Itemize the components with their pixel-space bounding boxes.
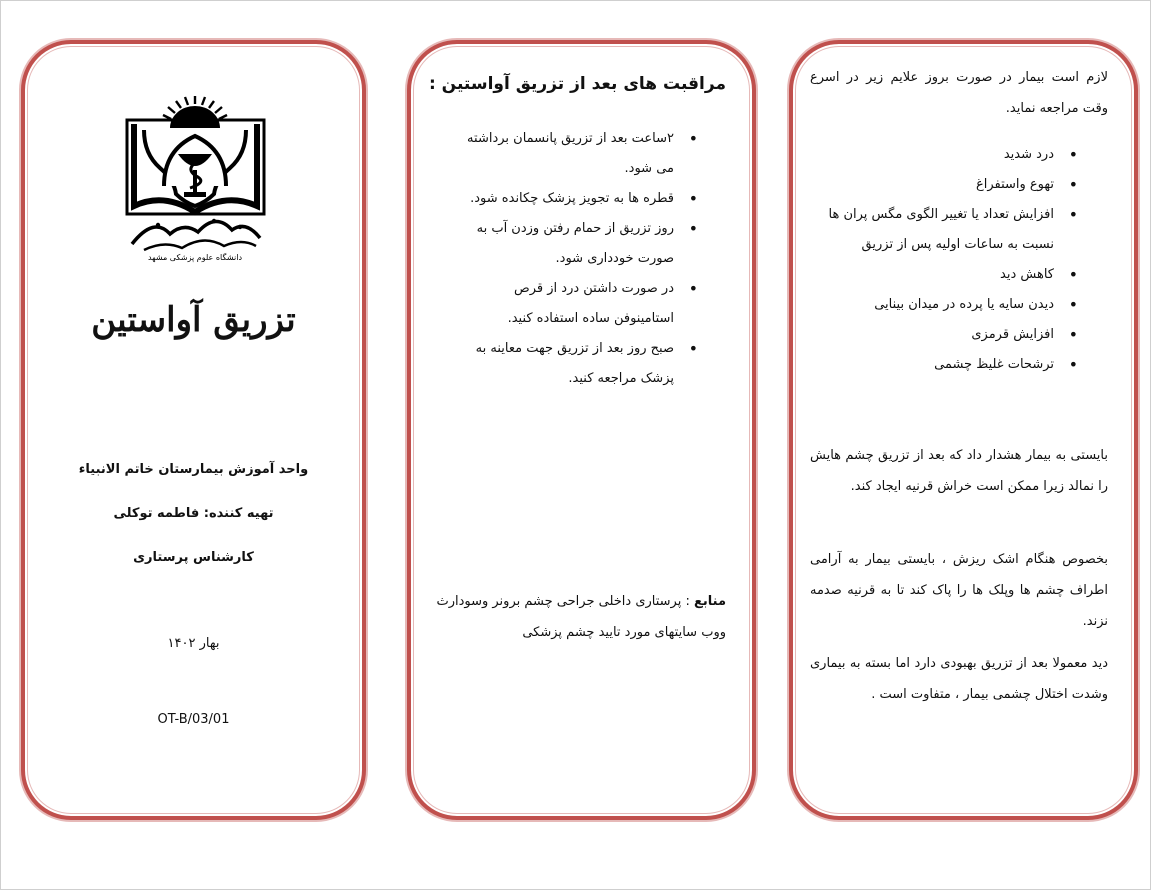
care-item: • روز تزریق از حمام رفتن وزدن آب به صورت خودداری شود. [452,214,702,274]
symptom-item: • ترشحات غلیظ چشمی [812,350,1082,380]
care-item: • قطره ها به تجویز پزشک چکانده شود. [452,184,702,214]
university-logo-icon [124,94,267,264]
cover-panel [21,40,366,820]
symptom-list [812,140,1082,380]
sources-paragraph [426,586,726,648]
symptom-item: • دیدن سایه یا پرده در میدان بینایی [812,290,1082,320]
care-list [452,124,702,394]
care-item: • صبح روز بعد از تزریق جهت معاینه به پزشک مراجعه کنید. [452,334,702,394]
unit-name: واحد آموزش بیمارستان خاتم الانبیاء [78,462,309,477]
author-role: کارشناس پرستاری [133,550,254,565]
care-item: • ۲ساعت بعد از تزریق پانسمان برداشته می شود. [452,124,702,184]
brochure-title: تزریق آواستین [91,300,296,340]
symptom-item: • افزایش قرمزی [812,320,1082,350]
publish-date: بهار ۱۴۰۲ [167,636,220,651]
care-item: • در صورت داشتن درد از قرص استامینوفن ساده استفاده کنید. [452,274,702,334]
sources-text: : پرستاری داخلی جراحی چشم برونر وسودارث ووب سایتهای مورد تایید چشم پزشکی [436,594,726,640]
author-line: تهیه کننده: فاطمه توکلی [113,506,274,521]
logo-text: دانشگاه علوم پزشکی مشهد [147,253,243,262]
warning-intro: لازم است بیمار در صورت بروز علایم زیر در اسرع وقت مراجعه نماید. [810,70,1108,116]
symptom-item: • تهوع واستفراغ [812,170,1082,200]
warning-panel [789,40,1138,820]
document-code: OT-B/03/01 [157,712,230,727]
symptom-item: • افزایش تعداد یا تغییر الگوی مگس پران ها نسبت به ساعات اولیه پس از تزریق [812,200,1082,260]
symptom-item: • کاهش دید [812,260,1082,290]
tearing-care-paragraph: بخصوص هنگام اشک ریزش ، بایستی بیمار به آرامی اطراف چشم ها وپلک ها را پاک کند تا به قرنیه صدمه نزند. [810,552,1108,629]
sources-label: منابع [694,594,726,609]
vision-outcome-paragraph: دید معمولا بعد از تزریق بهبودی دارد اما بسته به بیماری وشدت اختلال چشمی بیمار ، متفاوت است . [810,656,1108,702]
rubbing-warning-paragraph: بایستی به بیمار هشدار داد که بعد از تزریق چشم هایش را نمالد زیرا ممکن است خراش قرنیه ایجاد کند. [810,448,1108,494]
care-heading: مراقبت های بعد از تزریق آواستین : [428,74,726,94]
symptom-item: • درد شدید [812,140,1082,170]
care-panel [407,40,756,820]
